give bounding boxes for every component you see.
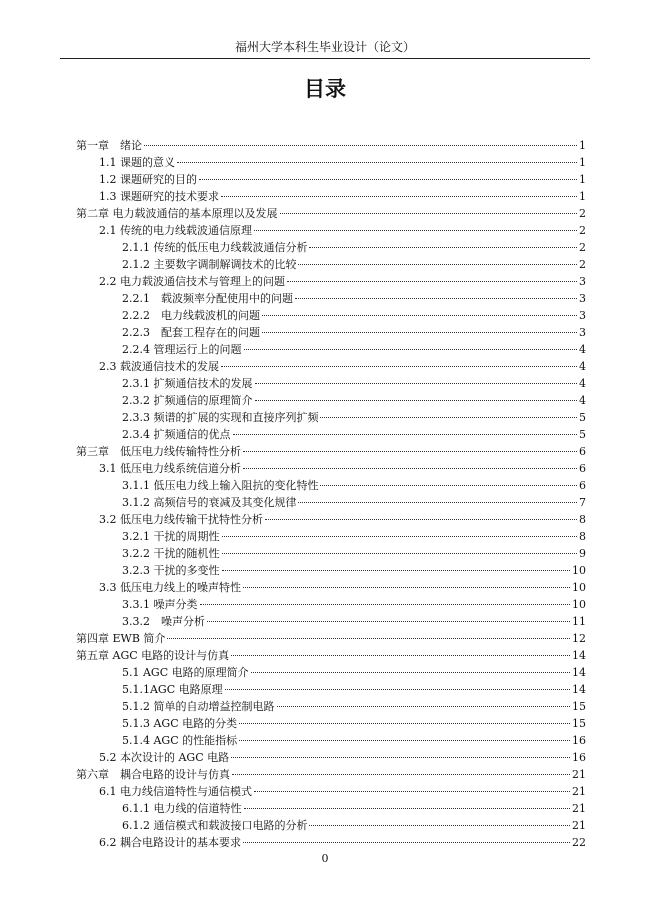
toc-entry-page: 4 <box>579 377 586 390</box>
toc-entry-label: 3.3.2 噪声分析 <box>122 615 205 628</box>
toc-entry[interactable] <box>76 154 586 171</box>
toc-entry-page: 14 <box>572 683 586 696</box>
toc-entry[interactable] <box>76 137 586 154</box>
toc-entry[interactable] <box>76 392 586 409</box>
toc-entry-label: 3.3 低压电力线上的噪声特性 <box>99 581 241 594</box>
header-divider <box>60 58 590 59</box>
toc-entry[interactable] <box>76 596 586 613</box>
toc-entry[interactable] <box>76 766 586 783</box>
toc-entry-page: 1 <box>579 173 586 186</box>
toc-entry-label: 5.1 AGC 电路的原理简介 <box>122 666 249 679</box>
toc-entry-label: 2.2 电力载波通信技术与管理上的问题 <box>99 275 285 288</box>
toc-entry-label: 2.3.4 扩频通信的优点 <box>122 428 231 441</box>
dot-leader <box>320 485 577 486</box>
toc-entry-label: 3.1 低压电力线系统信道分析 <box>99 462 241 475</box>
dot-leader <box>231 655 570 656</box>
dot-leader <box>243 451 577 452</box>
dot-leader <box>298 264 577 265</box>
toc-entry-page: 3 <box>579 292 586 305</box>
page-title: 目录 <box>304 77 346 101</box>
toc-entry[interactable] <box>76 562 586 579</box>
dot-leader <box>221 366 577 367</box>
toc-entry-page: 16 <box>572 751 586 764</box>
toc-entry[interactable] <box>76 494 586 511</box>
dot-leader <box>243 842 570 843</box>
table-of-contents <box>76 137 586 851</box>
toc-entry-page: 21 <box>572 819 586 832</box>
toc-entry[interactable] <box>76 341 586 358</box>
dot-leader <box>199 179 577 180</box>
dot-leader <box>251 672 570 673</box>
toc-entry[interactable] <box>76 681 586 698</box>
toc-entry-label: 2.3.1 扩频通信技术的发展 <box>122 377 253 390</box>
toc-entry-label: 2.1 传统的电力线载波通信原理 <box>99 224 252 237</box>
toc-entry[interactable] <box>76 290 586 307</box>
toc-entry-page: 4 <box>579 343 586 356</box>
toc-entry-page: 2 <box>579 207 586 220</box>
toc-entry-page: 4 <box>579 360 586 373</box>
toc-entry-label: 1.1 课题的意义 <box>99 156 175 169</box>
toc-entry[interactable] <box>76 307 586 324</box>
toc-entry[interactable] <box>76 800 586 817</box>
toc-entry-page: 7 <box>579 496 586 509</box>
toc-entry-label: 2.3.2 扩频通信的原理简介 <box>122 394 253 407</box>
dot-leader <box>254 791 570 792</box>
dot-leader <box>231 757 570 758</box>
toc-entry-label: 6.1.1 电力线的信道特性 <box>122 802 242 815</box>
toc-entry[interactable] <box>76 630 586 647</box>
toc-entry[interactable] <box>76 460 586 477</box>
toc-entry-label: 1.3 课题研究的技术要求 <box>99 190 219 203</box>
toc-entry-page: 12 <box>572 632 586 645</box>
toc-entry[interactable] <box>76 834 586 851</box>
dot-leader <box>200 604 571 605</box>
toc-entry-label: 3.2.3 干扰的多变性 <box>122 564 220 577</box>
toc-entry-page: 1 <box>579 190 586 203</box>
toc-entry[interactable] <box>76 698 586 715</box>
dot-leader <box>254 230 577 231</box>
toc-entry[interactable] <box>76 749 586 766</box>
dot-leader <box>239 723 570 724</box>
toc-entry-page: 2 <box>579 258 586 271</box>
toc-entry[interactable] <box>76 545 586 562</box>
toc-entry[interactable] <box>76 664 586 681</box>
dot-leader <box>255 383 578 384</box>
toc-entry-page: 9 <box>579 547 586 560</box>
toc-entry-label: 3.1.2 高频信号的衰减及其变化规律 <box>122 496 297 509</box>
dot-leader <box>232 774 570 775</box>
page-number: 0 <box>321 852 329 865</box>
toc-entry[interactable] <box>76 256 586 273</box>
dot-leader <box>287 281 577 282</box>
toc-entry-label: 2.2.3 配套工程存在的问题 <box>122 326 260 339</box>
toc-entry-label: 5.1.3 AGC 电路的分类 <box>122 717 238 730</box>
toc-entry-label: 2.1.2 主要数字调制解调技术的比较 <box>122 258 297 271</box>
toc-entry-label: 6.1 电力线信道特性与通信模式 <box>99 785 252 798</box>
toc-entry-page: 14 <box>572 666 586 679</box>
dot-leader <box>222 536 578 537</box>
toc-entry-page: 6 <box>579 479 586 492</box>
dot-leader <box>255 400 578 401</box>
dot-leader <box>221 196 577 197</box>
dot-leader <box>239 740 570 741</box>
toc-entry-page: 5 <box>579 428 586 441</box>
toc-entry[interactable] <box>76 477 586 494</box>
toc-entry-page: 21 <box>572 785 586 798</box>
toc-entry-page: 6 <box>579 445 586 458</box>
toc-entry-page: 5 <box>579 411 586 424</box>
toc-entry[interactable] <box>76 171 586 188</box>
toc-entry-label: 第一章 绪论 <box>76 139 142 152</box>
toc-entry-label: 2.2.2 电力线载波机的问题 <box>122 309 260 322</box>
toc-entry[interactable] <box>76 443 586 460</box>
toc-entry-page: 3 <box>579 309 586 322</box>
toc-entry-page: 8 <box>579 530 586 543</box>
toc-entry-page: 22 <box>572 836 586 849</box>
toc-entry-label: 2.3 载波通信技术的发展 <box>99 360 219 373</box>
dot-leader <box>262 332 577 333</box>
running-header: 福州大学本科生毕业设计（论文） <box>234 40 415 54</box>
toc-entry[interactable] <box>76 188 586 205</box>
toc-entry[interactable] <box>76 511 586 528</box>
dot-leader <box>262 315 577 316</box>
toc-entry-page: 21 <box>572 802 586 815</box>
dot-leader <box>298 502 577 503</box>
toc-entry-label: 5.1.4 AGC 的性能指标 <box>122 734 238 747</box>
toc-entry[interactable] <box>76 647 586 664</box>
toc-entry-label: 3.2.1 干扰的周期性 <box>122 530 220 543</box>
dot-leader <box>167 638 570 639</box>
toc-entry-page: 10 <box>572 598 586 611</box>
toc-entry-label: 3.3.1 噪声分类 <box>122 598 198 611</box>
dot-leader <box>277 706 571 707</box>
dot-leader <box>144 145 577 146</box>
toc-entry-label: 第六章 耦合电路的设计与仿真 <box>76 768 230 781</box>
toc-entry-page: 11 <box>572 615 586 628</box>
toc-entry[interactable] <box>76 324 586 341</box>
dot-leader <box>320 417 577 418</box>
dot-leader <box>243 468 577 469</box>
toc-entry[interactable] <box>76 273 586 290</box>
toc-entry-page: 14 <box>572 649 586 662</box>
toc-entry-label: 6.1.2 通信模式和载波接口电路的分析 <box>122 819 308 832</box>
dot-leader <box>280 213 578 214</box>
dot-leader <box>207 621 570 622</box>
toc-entry-page: 6 <box>579 462 586 475</box>
toc-entry[interactable] <box>76 817 586 834</box>
toc-entry-page: 15 <box>572 717 586 730</box>
toc-entry-label: 第五章 AGC 电路的设计与仿真 <box>76 649 230 662</box>
dot-leader <box>222 570 571 571</box>
toc-entry-page: 15 <box>572 700 586 713</box>
toc-entry-page: 1 <box>579 156 586 169</box>
dot-leader <box>244 808 571 809</box>
toc-entry[interactable] <box>76 222 586 239</box>
toc-entry-label: 6.2 耦合电路设计的基本要求 <box>99 836 241 849</box>
toc-entry[interactable] <box>76 732 586 749</box>
toc-entry[interactable] <box>76 613 586 630</box>
dot-leader <box>233 434 578 435</box>
toc-entry-page: 8 <box>579 513 586 526</box>
toc-entry-page: 3 <box>579 326 586 339</box>
toc-entry-label: 5.1.2 简单的自动增益控制电路 <box>122 700 275 713</box>
dot-leader <box>309 247 577 248</box>
toc-entry-label: 第四章 EWB 简介 <box>76 632 166 645</box>
dot-leader <box>225 689 570 690</box>
toc-entry-page: 1 <box>579 139 586 152</box>
dot-leader <box>309 825 570 826</box>
toc-entry-page: 4 <box>579 394 586 407</box>
toc-entry-page: 10 <box>572 581 586 594</box>
toc-entry-page: 3 <box>579 275 586 288</box>
toc-entry-label: 1.2 课题研究的目的 <box>99 173 197 186</box>
toc-entry-page: 2 <box>579 241 586 254</box>
dot-leader <box>243 587 570 588</box>
toc-entry[interactable] <box>76 579 586 596</box>
toc-entry-label: 第二章 电力载波通信的基本原理以及发展 <box>76 207 278 220</box>
toc-entry-page: 2 <box>579 224 586 237</box>
toc-entry[interactable] <box>76 426 586 443</box>
dot-leader <box>295 298 577 299</box>
toc-entry[interactable] <box>76 783 586 800</box>
dot-leader <box>177 162 577 163</box>
toc-entry-label: 3.2.2 干扰的随机性 <box>122 547 220 560</box>
dot-leader <box>222 553 578 554</box>
toc-entry-page: 16 <box>572 734 586 747</box>
toc-entry[interactable] <box>76 715 586 732</box>
toc-entry-label: 3.1.1 低压电力线上输入阻抗的变化特性 <box>122 479 319 492</box>
toc-entry-label: 5.2 本次设计的 AGC 电路 <box>99 751 230 764</box>
toc-entry-page: 21 <box>572 768 586 781</box>
toc-entry[interactable] <box>76 239 586 256</box>
dot-leader <box>265 519 577 520</box>
toc-entry-label: 2.1.1 传统的低压电力线载波通信分析 <box>122 241 308 254</box>
toc-entry-label: 2.2.1 载波频率分配使用中的问题 <box>122 292 293 305</box>
toc-entry[interactable] <box>76 528 586 545</box>
toc-entry[interactable] <box>76 358 586 375</box>
dot-leader <box>244 349 578 350</box>
toc-entry-label: 第三章 低压电力线传输特性分析 <box>76 445 241 458</box>
toc-entry-label: 3.2 低压电力线传输干扰特性分析 <box>99 513 263 526</box>
toc-entry-label: 2.3.3 频谱的扩展的实现和直接序列扩频 <box>122 411 319 424</box>
toc-entry[interactable] <box>76 409 586 426</box>
toc-entry-page: 10 <box>572 564 586 577</box>
toc-entry-label: 2.2.4 管理运行上的问题 <box>122 343 242 356</box>
toc-entry-label: 5.1.1AGC 电路原理 <box>122 683 223 696</box>
toc-entry[interactable] <box>76 205 586 222</box>
toc-entry[interactable] <box>76 375 586 392</box>
